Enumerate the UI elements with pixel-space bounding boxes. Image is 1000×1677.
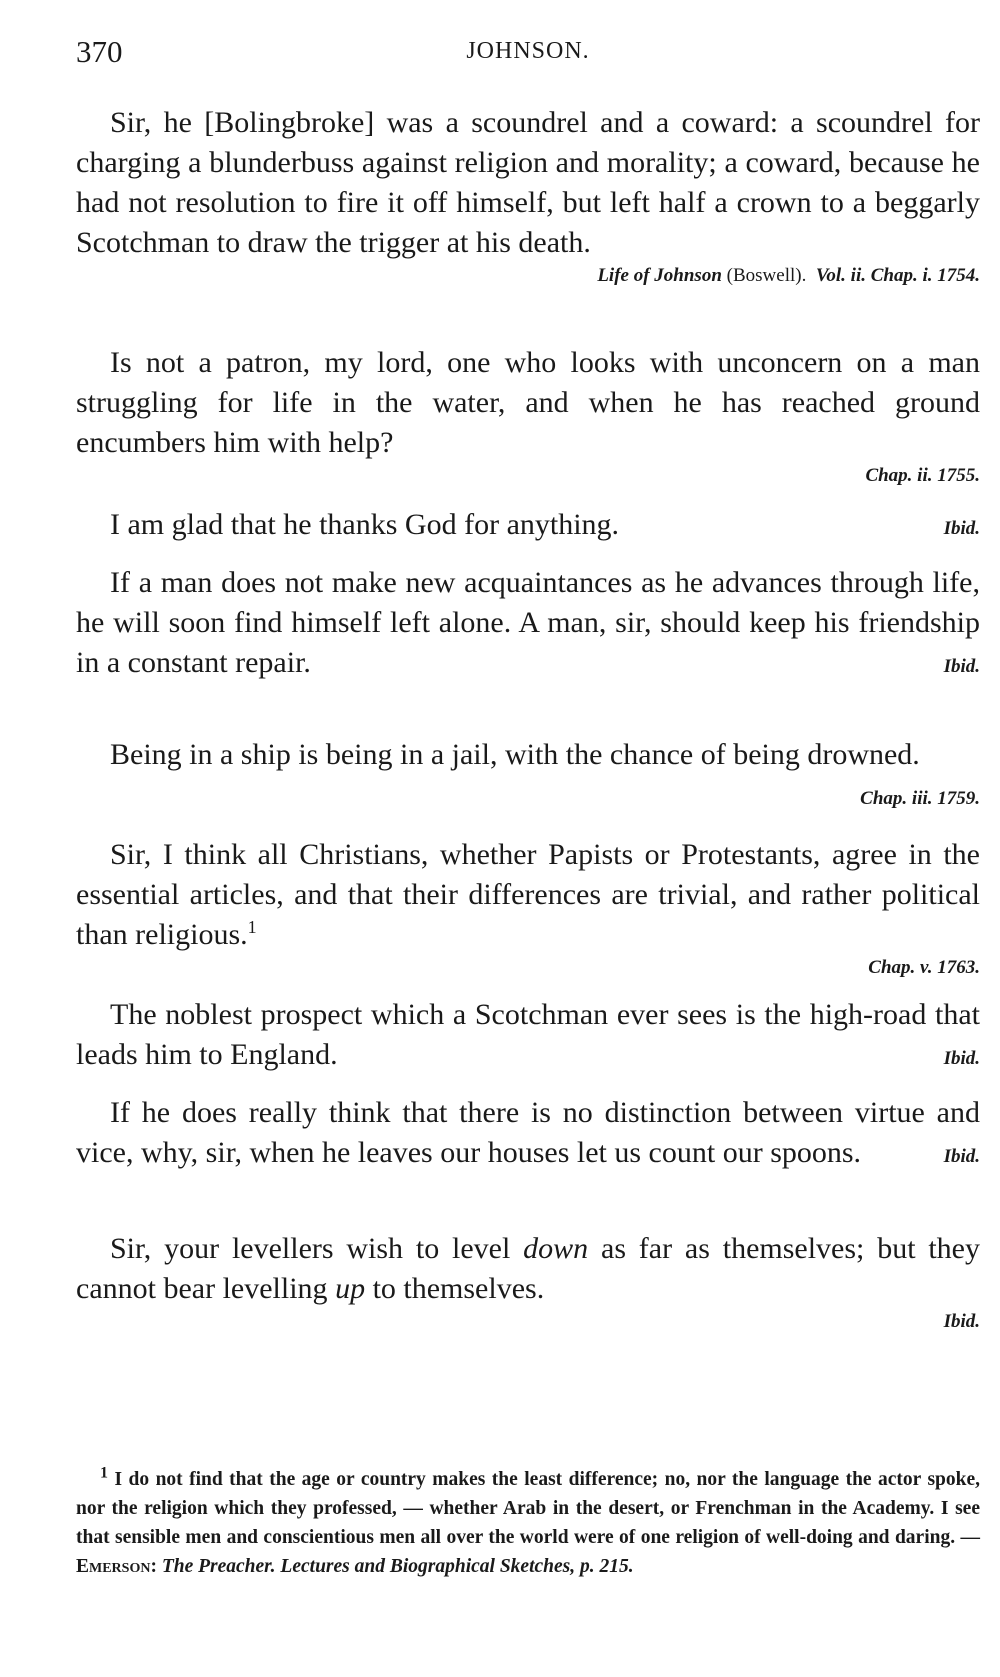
quote-text: Is not a patron, my lord, one who looks with unconcern on a man struggling for life in the water, and when he has reached ground encumbers him with help? xyxy=(76,346,980,459)
footnote-number: 1 xyxy=(100,1464,108,1482)
running-head: JOHNSON. xyxy=(466,38,590,64)
quote-text: Sir, I think all Christians, whether Papists or Protestants, agree in the essential articles, and that their differences are trivial, and rather political than religious.$^1$ xyxy=(76,838,980,951)
quote-text: If a man does not make new acquaintances as he advances through life, he will soon find himself left alone. A man, sir, should keep his friendship in a constant repair. Ibid. xyxy=(76,563,980,683)
quote-citation: Chap. ii. 1755. xyxy=(865,465,980,486)
quote-citation: Ibid. xyxy=(943,1146,980,1167)
quote-citation: Chap. v. 1763. xyxy=(868,957,980,978)
quote-text: If he does really think that there is no distinction between virtue and vice, why, sir, when he leaves our houses let us count our spoons. Ibid. xyxy=(76,1093,980,1173)
quote-citation: Life of Johnson (Boswell). Vol. ii. Chap. i. 1754. xyxy=(597,265,980,286)
quote-4 xyxy=(76,563,980,687)
quote-3 xyxy=(76,505,980,549)
quote-2 xyxy=(76,343,980,489)
footnote-work: The Preacher. Lectures and Biographical Sketches, p. 215. xyxy=(161,1556,634,1577)
quote-7 xyxy=(76,995,980,1079)
quote-6 xyxy=(76,835,980,981)
footnote-marker[interactable]: 1 xyxy=(247,917,257,937)
quote-citation: Ibid. xyxy=(943,1311,980,1332)
quote-citation: Chap. iii. 1759. xyxy=(860,788,980,809)
page-header xyxy=(76,34,980,74)
quote-citation: Ibid. xyxy=(943,656,980,677)
quote-1 xyxy=(76,103,980,289)
emphasis-up: up xyxy=(335,1272,366,1305)
quote-text: Sir, your levellers wish to level down as far as themselves; but they cannot bear levelling up to themselves. xyxy=(76,1232,980,1305)
quote-text: I am glad that he thanks God for anything. Ibid. xyxy=(76,505,980,545)
quote-8 xyxy=(76,1093,980,1177)
footnote-text: I do not find that the age or country makes the least difference; no, nor the language the actor spoke, nor the religion which they professed, — whether Arab in the desert, or Frenchman in the Academy. I see that sensible men and conscientious men all over the world were of one religion of well-doing and daring. — xyxy=(76,1469,980,1548)
quote-9 xyxy=(76,1229,980,1335)
quote-text: Sir, he [Bolingbroke] was a scoundrel and a coward: a scoundrel for charging a blunderbuss against religion and morality; a coward, because he had not resolution to fire it off himself, but left half a crown to a beggarly Scotchman to draw the trigger at his death. xyxy=(76,106,980,259)
quote-citation: Ibid. xyxy=(943,1048,980,1069)
page-number: 370 xyxy=(76,34,123,69)
emphasis-down: down xyxy=(523,1232,589,1265)
footnote-author: Emerson: xyxy=(76,1556,157,1577)
quote-text: The noblest prospect which a Scotchman ever sees is the high-road that leads him to England. Ibid. xyxy=(76,995,980,1075)
footnote xyxy=(76,1465,980,1581)
quote-5 xyxy=(76,735,980,819)
quote-text: Being in a ship is being in a jail, with the chance of being drowned. Chap. iii. 1759. xyxy=(76,735,980,775)
quote-citation: Ibid. xyxy=(943,518,980,539)
